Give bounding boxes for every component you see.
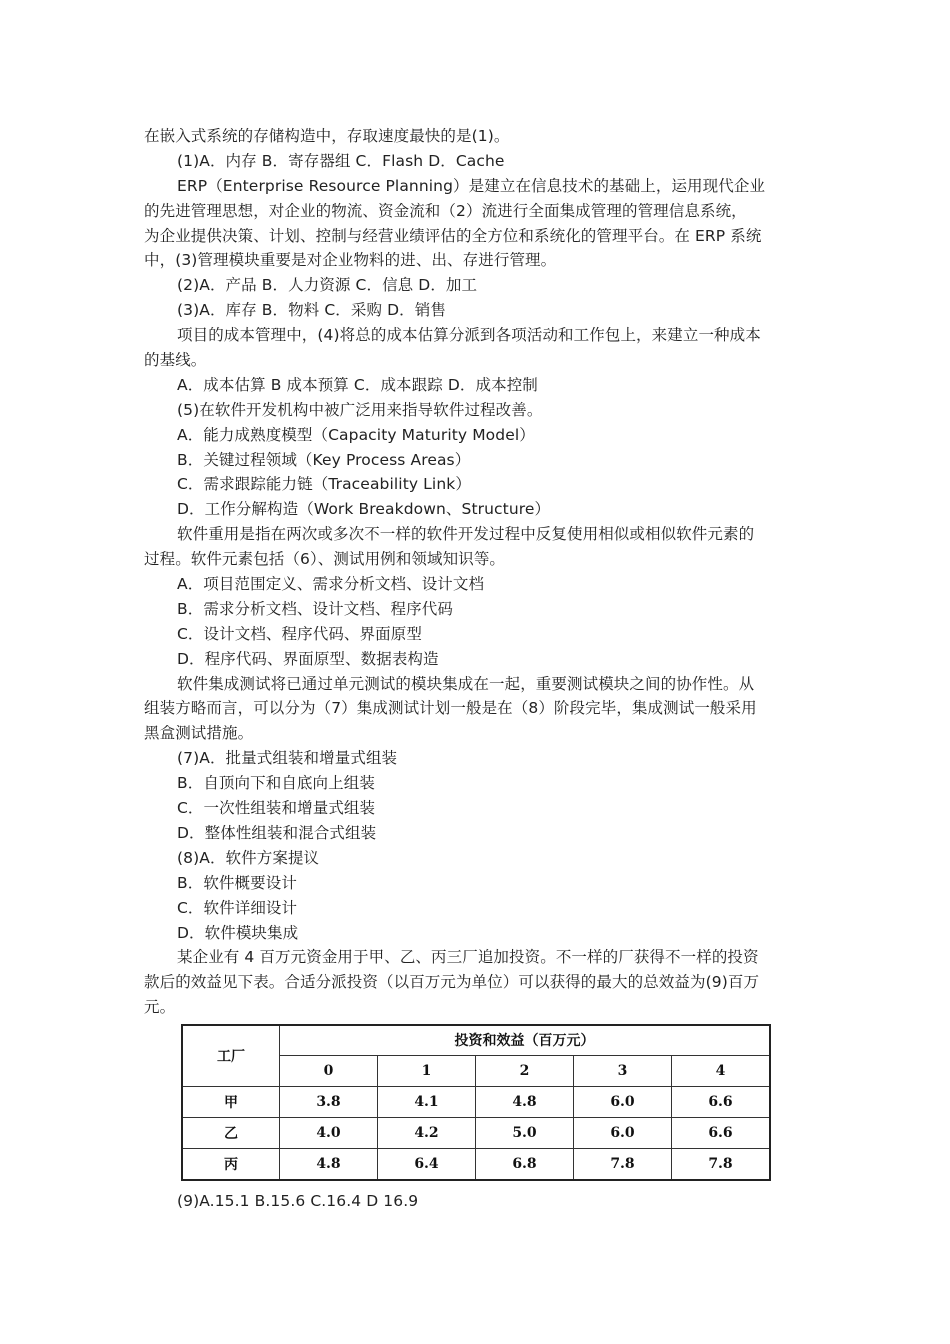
value-cell: 4.8 — [476, 1087, 574, 1118]
text-line: 软件集成测试将已通过单元测试的模块集成在一起，重要测试模块之间的协作性。从 — [177, 674, 755, 693]
investment-table — [181, 1024, 771, 1181]
value-cell: 6.6 — [672, 1118, 771, 1149]
value-cell: 6.8 — [476, 1149, 574, 1181]
text-line: C．设计文档、程序代码、界面原型 — [177, 624, 422, 643]
value-cell: 5.0 — [476, 1118, 574, 1149]
text-line: A．成本估算 B 成本预算 C．成本跟踪 D．成本控制 — [177, 375, 538, 394]
value-cell: 6.6 — [672, 1087, 771, 1118]
column-header: 1 — [378, 1055, 476, 1087]
text-line: C．软件详细设计 — [177, 898, 298, 917]
text-line: (8)A．软件方案提议 — [177, 848, 320, 867]
question-text — [144, 124, 806, 1020]
answer-options-9: (9)A.15.1 B.15.6 C.16.4 D 16.9 — [177, 1192, 419, 1211]
value-cell: 4.2 — [378, 1118, 476, 1149]
text-line: 为企业提供决策、计划、控制与经营业绩评估的全方位和系统化的管理平台。在 ERP 系统 — [144, 226, 762, 245]
investment-header-cell: 投资和效益（百万元） — [280, 1025, 771, 1055]
document-page — [144, 124, 806, 1214]
text-line: D．软件模块集成 — [177, 923, 299, 942]
text-line: 在嵌入式系统的存储构造中，存取速度最快的是(1)。 — [144, 127, 510, 145]
text-line: D．程序代码、界面原型、数据表构造 — [177, 649, 439, 668]
factory-cell: 甲 — [182, 1087, 280, 1118]
factory-header-cell: 工厂 — [182, 1025, 280, 1087]
text-line: 黑盒测试措施。 — [144, 724, 254, 743]
value-cell: 7.8 — [574, 1149, 672, 1181]
value-cell: 6.4 — [378, 1149, 476, 1181]
text-line: 款后的效益见下表。合适分派投资（以百万元为单位）可以获得的最大的总效益为(9)百万 — [144, 973, 760, 992]
text-line: 的先进管理思想，对企业的物流、资金流和（2）流进行全面集成管理的管理信息系统， — [144, 201, 747, 220]
factory-cell: 丙 — [182, 1149, 280, 1181]
column-header: 2 — [476, 1055, 574, 1087]
text-line: B．关键过程领域（Key Process Areas） — [177, 450, 471, 469]
table-row — [182, 1149, 770, 1181]
text-line: 组装方略而言，可以分为（7）集成测试计划一般是在（8）阶段完毕，集成测试一般采用 — [144, 699, 757, 718]
value-cell: 4.8 — [280, 1149, 378, 1181]
table-row — [182, 1118, 770, 1149]
column-header: 0 — [280, 1055, 378, 1087]
text-line: A．能力成熟度模型（Capacity Maturity Model） — [177, 425, 535, 444]
text-line: (7)A．批量式组装和增量式组装 — [177, 749, 398, 768]
text-line: C．需求跟踪能力链（Traceability Link） — [177, 475, 471, 494]
column-header: 3 — [574, 1055, 672, 1087]
value-cell: 6.0 — [574, 1087, 672, 1118]
text-line: (3)A．库存 B．物料 C．采购 D．销售 — [177, 301, 446, 320]
text-line: 软件重用是指在两次或多次不一样的软件开发过程中反复使用相似或相似软件元素的 — [177, 525, 755, 544]
column-header: 4 — [672, 1055, 771, 1087]
text-line: B．需求分析文档、设计文档、程序代码 — [177, 599, 453, 618]
value-cell: 7.8 — [672, 1149, 771, 1181]
factory-cell: 乙 — [182, 1118, 280, 1149]
text-line: ERP（Enterprise Resource Planning）是建立在信息技术的基础上，运用现代企业 — [177, 176, 766, 195]
text-line: 的基线。 — [144, 351, 207, 370]
text-line: (2)A．产品 B．人力资源 C．信息 D．加工 — [177, 276, 478, 295]
table-row — [182, 1087, 770, 1118]
text-line: 过程。软件元素包括（6）、测试用例和领域知识等。 — [144, 550, 506, 569]
value-cell: 6.0 — [574, 1118, 672, 1149]
value-cell: 4.0 — [280, 1118, 378, 1149]
text-line: 项目的成本管理中，(4)将总的成本估算分派到各项活动和工作包上，来建立一种成本 — [177, 326, 761, 345]
text-line: A．项目范围定义、需求分析文档、设计文档 — [177, 575, 485, 594]
text-line: 中，(3)管理模块重要是对企业物料的进、出、存进行管理。 — [144, 251, 557, 270]
text-line: 元。 — [144, 998, 176, 1017]
text-line: D．整体性组装和混合式组装 — [177, 823, 377, 842]
value-cell: 3.8 — [280, 1087, 378, 1118]
text-line: B．软件概要设计 — [177, 873, 297, 892]
table-header-row — [182, 1025, 770, 1055]
text-line: (1)A．内存 B．寄存器组 C．Flash D．Cache — [177, 151, 505, 170]
value-cell: 4.1 — [378, 1087, 476, 1118]
investment-table-wrapper — [181, 1024, 806, 1181]
text-line: (5)在软件开发机构中被广泛用来指导软件过程改善。 — [177, 400, 543, 419]
text-line: D．工作分解构造（Work Breakdown、Structure） — [177, 500, 551, 519]
text-line: C．一次性组装和增量式组装 — [177, 799, 376, 818]
text-line: 某企业有 4 百万元资金用于甲、乙、丙三厂追加投资。不一样的厂获得不一样的投资 — [177, 948, 759, 967]
text-line: B．自顶向下和自底向上组装 — [177, 774, 375, 793]
